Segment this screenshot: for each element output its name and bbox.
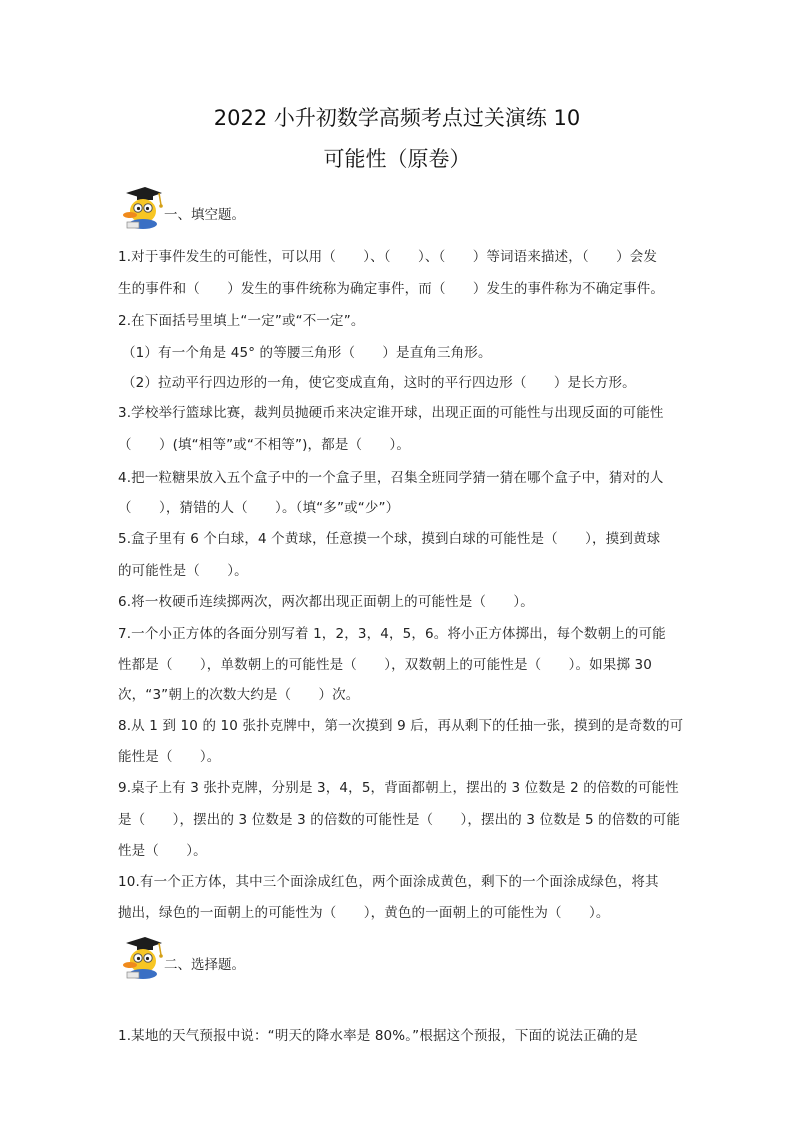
question-line: 是（ ），摆出的 3 位数是 3 的倍数的可能性是（ ），摆出的 3 位数是 5 的倍数的可能 xyxy=(118,812,681,828)
question-line: 1.对于事件发生的可能性，可以用（ ）、（ ）、（ ）等词语来描述，（ ）会发 xyxy=(118,249,658,265)
question-line: （1）有一个角是 45° 的等腰三角形（ ）是直角三角形。 xyxy=(122,345,492,361)
question-line: 10.有一个正方体，其中三个面涂成红色，两个面涂成黄色，剩下的一个面涂成绿色，将其 xyxy=(118,874,659,890)
question-line: 的可能性是（ ）。 xyxy=(118,563,248,579)
question-line: 2.在下面括号里填上“一定”或“不一定”。 xyxy=(118,313,365,329)
section-multiple-choice xyxy=(118,934,678,982)
question-line: （2）拉动平行四边形的一角，使它变成直角，这时的平行四边形（ ）是长方形。 xyxy=(122,375,636,391)
question-line: 3.学校举行篮球比赛，裁判员抛硬币来决定谁开球，出现正面的可能性与出现反面的可能性 xyxy=(118,405,664,421)
section-title: 一、填空题。 xyxy=(164,207,245,223)
question-line: 抛出，绿色的一面朝上的可能性为（ ），黄色的一面朝上的可能性为（ ）。 xyxy=(118,905,610,921)
question-line: （ ），猜错的人（ ）。（填“多”或“少”） xyxy=(118,500,400,516)
question-line: 7.一个小正方体的各面分别写着 1，2，3，4，5，6。将小正方体掷出，每个数朝上的可能 xyxy=(118,626,666,642)
question-line: 4.把一粒糖果放入五个盒子中的一个盒子里，召集全班同学猜一猜在哪个盒子中，猜对的人 xyxy=(118,470,664,486)
section-fill-in-blank xyxy=(118,184,678,232)
question-line: 次，“3”朝上的次数大约是（ ）次。 xyxy=(118,687,360,703)
question-line: 性是（ ）。 xyxy=(118,843,207,859)
question-line: 性都是（ ），单数朝上的可能性是（ ），双数朝上的可能性是（ ）。如果掷 30 xyxy=(118,657,653,673)
question-line: 生的事件和（ ）发生的事件统称为确定事件，而（ ）发生的事件称为不确定事件。 xyxy=(118,281,664,297)
document-title: 2022 小升初数学高频考点过关演练 10 xyxy=(213,106,581,130)
question-line: 能性是（ ）。 xyxy=(118,749,221,765)
scholar-duck-icon xyxy=(118,184,164,230)
question-line: 1.某地的天气预报中说：“明天的降水率是 80%。”根据这个预报，下面的说法正确的是 xyxy=(118,1028,638,1044)
question-line: 5.盒子里有 6 个白球，4 个黄球，任意摸一个球，摸到白球的可能性是（ ），摸到黄球 xyxy=(118,531,661,547)
question-line: 9.桌子上有 3 张扑克牌，分别是 3，4，5，背面都朝上，摆出的 3 位数是 2 的倍数的可能性 xyxy=(118,780,679,796)
question-line: 6.将一枚硬币连续掷两次，两次都出现正面朝上的可能性是（ ）。 xyxy=(118,594,534,610)
question-line: （ ）(填“相等”或“不相等”)，都是（ ）。 xyxy=(118,437,411,453)
question-line: 8.从 1 到 10 的 10 张扑克牌中，第一次摸到 9 后，再从剩下的任抽一张，摸到的是奇数的可 xyxy=(118,718,684,734)
section-title: 二、选择题。 xyxy=(164,957,245,973)
document-subtitle: 可能性（原卷） xyxy=(323,147,471,171)
scholar-duck-icon xyxy=(118,934,164,980)
